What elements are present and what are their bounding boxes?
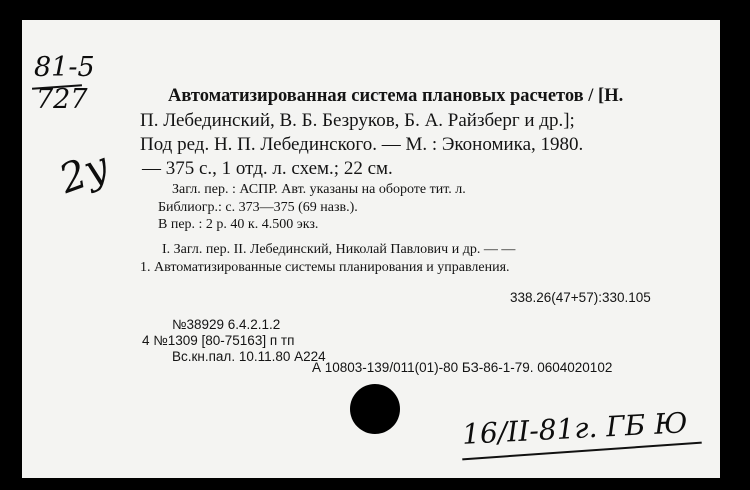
note-price: В пер. : 2 р. 40 к. 4.500 экз. [158, 217, 319, 232]
entry-line-4: — 375 с., 1 отд. л. схем.; 22 см. [142, 158, 393, 179]
side-handwritten-mark: 2у [53, 143, 116, 203]
entry-line-3: Под ред. Н. П. Лебединского. — М. : Экономика, 1980. [140, 134, 584, 155]
tracing-line-1: I. Загл. пер. II. Лебединский, Николай Павлович и др. — — [162, 242, 516, 257]
shelf-mark-top: 81-5 [34, 52, 95, 83]
shelf-mark-bottom: 727 [36, 84, 88, 115]
note-bibliography: Библиогр.: с. 373—375 (69 назв.). [158, 200, 358, 215]
classification-code: 338.26(47+57):330.105 [510, 290, 651, 305]
card-number: №38929 6.4.2.1.2 [172, 317, 281, 332]
bottom-handwritten-note: 16/II-81г. ГБ Ю [461, 406, 689, 451]
entry-line-1: Автоматизированная система плановых расчетов / [Н. [168, 86, 624, 106]
entry-line-2: П. Лебединский, В. Б. Безруков, Б. А. Райзберг и др.]; [140, 110, 575, 131]
order-number: 4 №1309 [80-75163] п тп [142, 333, 295, 348]
note-title-cover: Загл. пер. : АСПР. Авт. указаны на обороте тит. л. [172, 182, 466, 197]
punch-hole [350, 384, 400, 434]
chamber-stamp: Вс.кн.пал. 10.11.80 А224 [172, 349, 326, 364]
bottom-code: А 10803-139/011(01)-80 БЗ-86-1-79. 0604020102 [312, 360, 613, 375]
catalog-card [22, 20, 720, 478]
tracing-line-2: 1. Автоматизированные системы планирования и управления. [140, 260, 510, 275]
